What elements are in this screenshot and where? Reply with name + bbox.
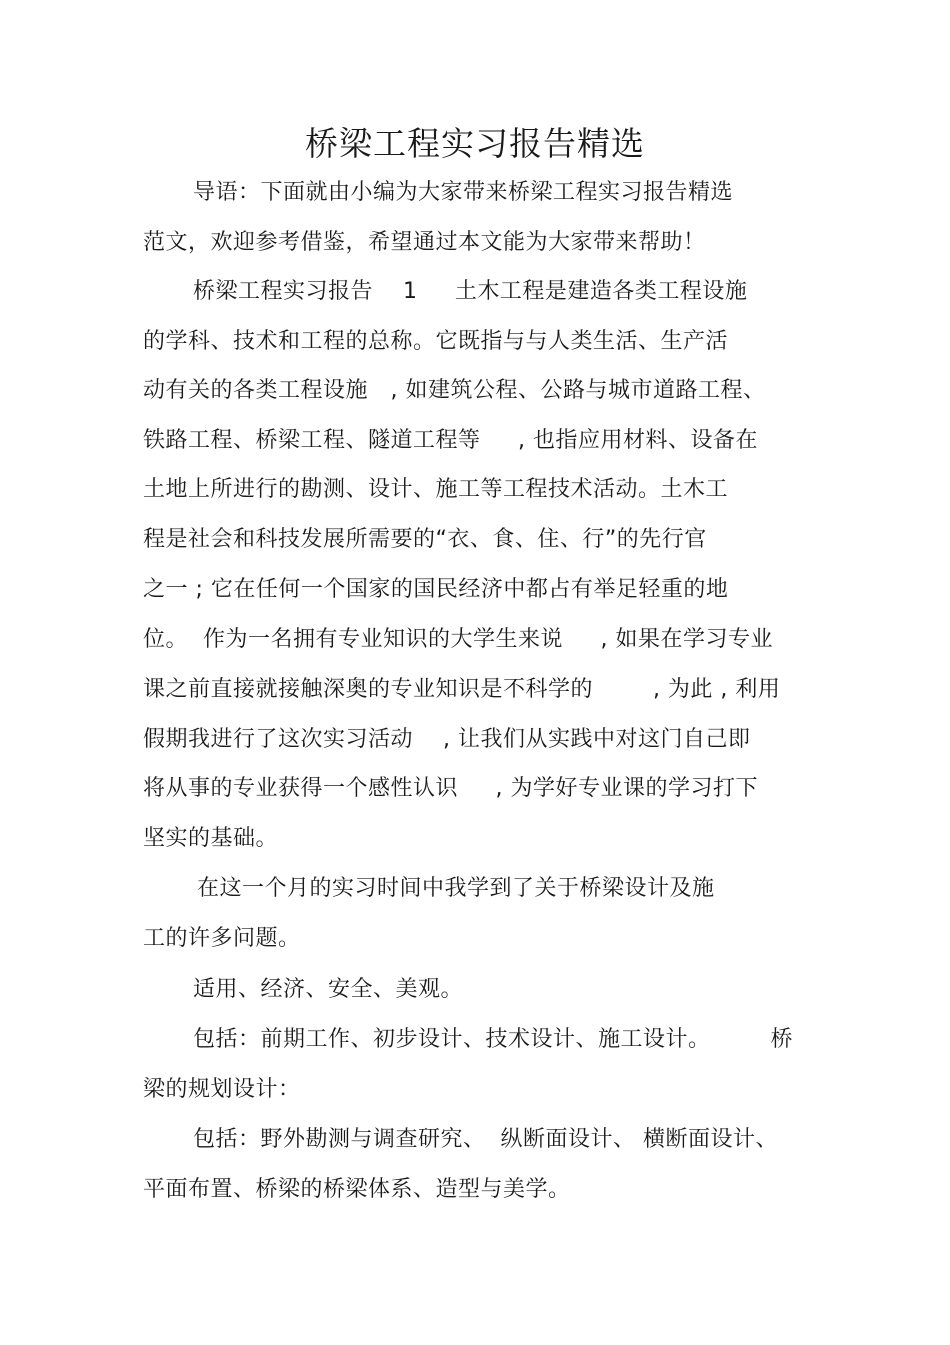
paragraph-line: 将从事的专业获得一个感性认识 , 为学好专业课的学习打下	[143, 776, 758, 801]
paragraph-line: 平面布置、桥梁的桥梁体系、造型与美学。	[143, 1177, 571, 1202]
paragraph-line: 范文，欢迎参考借鉴，希望通过本文能为大家带来帮助！	[143, 230, 706, 255]
document-title: 桥梁工程实习报告精选	[305, 124, 645, 163]
paragraph-line: 坚实的基础。	[143, 826, 279, 851]
paragraph-line: 包括：野外勘测与调查研究、 纵断面设计、 横断面设计、	[193, 1127, 778, 1152]
paragraph-line: 适用、经济、安全、美观。	[193, 977, 464, 1002]
paragraph-line: 之一 ; 它在任何一个国家的国民经济中都占有举足轻重的地	[143, 577, 729, 602]
paragraph-line: 的学科、技术和工程的总称。它既指与与人类生活、生产活	[143, 329, 729, 354]
paragraph-line: 位。 作为一名拥有专业知识的大学生来说 , 如果在学习专业	[143, 627, 773, 652]
paragraph-line: 工的许多问题。	[143, 926, 301, 951]
paragraph-line: 动有关的各类工程设施 , 如建筑公程、公路与城市道路工程、	[143, 378, 766, 403]
paragraph-line: 程是社会和科技发展所需要的“衣、食、住、行”的先行官	[143, 527, 707, 552]
paragraph-line: 假期我进行了这次实习活动 , 让我们从实践中对这门自己即	[143, 727, 751, 752]
paragraph-line: 铁路工程、桥梁工程、隧道工程等 , 也指应用材料、设备在	[143, 428, 758, 453]
paragraph-line: 梁的规划设计：	[143, 1077, 301, 1102]
paragraph-line: 包括：前期工作、初步设计、技术设计、施工设计。 桥	[193, 1027, 793, 1052]
paragraph-line: 桥梁工程实习报告 1 土木工程是建造各类工程设施	[193, 279, 748, 304]
paragraph-line: 导语：下面就由小编为大家带来桥梁工程实习报告精选	[193, 180, 734, 205]
paragraph-line: 土地上所进行的勘测、设计、施工等工程技术活动。土木工	[143, 477, 729, 502]
paragraph-line: 在这一个月的实习时间中我学到了关于桥梁设计及施	[197, 876, 715, 901]
paragraph-line: 课之前直接就接触深奥的专业知识是不科学的 , 为此 , 利用	[143, 677, 781, 702]
